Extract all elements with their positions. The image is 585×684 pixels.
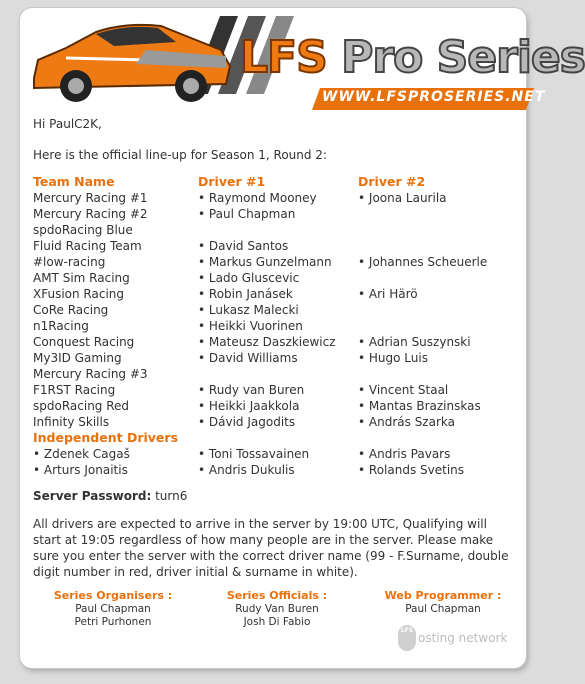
programmer-name: Paul Chapman — [405, 603, 481, 615]
independent-driver-name: • Toni Tossavainen — [198, 446, 309, 462]
organisers-block — [53, 589, 173, 629]
team-rows — [33, 190, 513, 430]
team-name: spdoRacing Blue — [33, 223, 133, 237]
programmer-title: Web Programmer : — [384, 589, 502, 602]
table-row — [33, 222, 513, 238]
team-name: Fluid Racing Team — [33, 239, 142, 253]
driver2-name: • Johannes Scheuerle — [358, 254, 487, 270]
server-password-value: turn6 — [155, 489, 188, 503]
independent-driver-name: • Zdenek Cagaš — [33, 446, 130, 462]
table-row — [33, 238, 513, 254]
independent-header-row — [33, 430, 513, 446]
independent-rows — [33, 446, 513, 478]
greeting: Hi PaulC2K, — [33, 117, 102, 131]
driver2-name: • Vincent Staal — [358, 382, 448, 398]
team-name: Conquest Racing — [33, 335, 135, 349]
team-name: Mercury Racing #2 — [33, 207, 148, 221]
logo-lfs-text: LFS — [240, 32, 327, 83]
team-name: XFusion Racing — [33, 287, 125, 301]
independent-driver-name: • Andris Dukulis — [198, 462, 295, 478]
team-name-header: Team Name — [33, 174, 115, 189]
team-name: F1RST Racing — [33, 383, 116, 397]
hosting-network-logo[interactable] — [398, 625, 507, 653]
team-name: My3ID Gaming — [33, 351, 122, 365]
driver2-name: • Adrian Suszynski — [358, 334, 471, 350]
driver2-name: • Ari Härö — [358, 286, 418, 302]
logo-pro-series-text: Pro Series — [341, 32, 585, 83]
table-row — [33, 254, 513, 270]
programmer-block — [383, 589, 503, 616]
table-row — [33, 382, 513, 398]
site-url[interactable]: WWW.LFSPROSERIES.NET — [322, 89, 546, 105]
table-row — [33, 318, 513, 334]
driver1-header: Driver #1 — [198, 174, 266, 189]
race-car-image — [26, 8, 236, 108]
driver1-name: • Paul Chapman — [198, 206, 295, 222]
driver1-name: • Rudy van Buren — [198, 382, 304, 398]
intro-text: Here is the official line-up for Season 1, Round 2: — [33, 148, 327, 162]
table-row — [33, 414, 513, 430]
table-row — [33, 398, 513, 414]
organiser-name: Paul Chapman — [75, 603, 151, 615]
driver1-name: • Lado Gluscevic — [198, 270, 299, 286]
organiser-name: Petri Purhonen — [74, 616, 152, 628]
team-name: n1Racing — [33, 319, 89, 333]
team-name: spdoRacing Red — [33, 399, 130, 413]
team-name: CoRe Racing — [33, 303, 109, 317]
table-row — [33, 334, 513, 350]
table-row — [33, 462, 513, 478]
team-name: AMT Sim Racing — [33, 271, 130, 285]
official-name: Rudy Van Buren — [235, 603, 319, 615]
driver1-name: • David Santos — [198, 238, 288, 254]
driver2-name: • András Szarka — [358, 414, 455, 430]
lineup-table — [33, 174, 513, 478]
independent-driver-name: • Andris Pavars — [358, 446, 450, 462]
table-row — [33, 190, 513, 206]
team-name: #low-racing — [33, 255, 106, 269]
hosting-badge-icon — [398, 625, 416, 651]
driver2-name: • Mantas Brazinskas — [358, 398, 481, 414]
server-password-label: Server Password: — [33, 489, 152, 503]
officials-block — [217, 589, 337, 629]
organisers-title: Series Organisers : — [53, 589, 173, 602]
independent-driver-name: • Arturs Jonaitis — [33, 462, 128, 478]
header-banner — [20, 8, 585, 113]
officials-title: Series Officials : — [226, 589, 328, 602]
driver2-header: Driver #2 — [358, 174, 426, 189]
email-body — [33, 116, 513, 628]
driver2-name: • Joona Laurila — [358, 190, 447, 206]
team-name: Mercury Racing #1 — [33, 191, 148, 205]
table-row — [33, 270, 513, 286]
driver1-name: • Robin Janásek — [198, 286, 293, 302]
team-name: Infinity Skills — [33, 415, 110, 429]
driver1-name: • Dávid Jagodits — [198, 414, 295, 430]
table-row — [33, 286, 513, 302]
table-row — [33, 366, 513, 382]
independent-drivers-header: Independent Drivers — [33, 430, 179, 445]
email-card — [20, 8, 585, 668]
driver1-name: • Heikki Jaakkola — [198, 398, 299, 414]
independent-driver-name: • Rolands Svetins — [358, 462, 464, 478]
server-password — [33, 488, 187, 504]
driver1-name: • Raymond Mooney — [198, 190, 317, 206]
lineup-header-row — [33, 174, 513, 190]
team-name: Mercury Racing #3 — [33, 367, 148, 381]
table-row — [33, 206, 513, 222]
arrival-notice: All drivers are expected to arrive in the server by 19:00 UTC, Qualifying will start at 19:05 regardless of how many people are in the server. Please make sure you enter the server with the correct driver name (99 - F.Surname, double digit number in red, driver initial & surname in white). — [33, 517, 509, 579]
table-row — [33, 446, 513, 462]
table-row — [33, 350, 513, 366]
driver2-name: • Hugo Luis — [358, 350, 428, 366]
table-row — [33, 302, 513, 318]
driver1-name: • David Williams — [198, 350, 298, 366]
driver1-name: • Lukasz Malecki — [198, 302, 299, 318]
driver1-name: • Markus Gunzelmann — [198, 254, 332, 270]
driver1-name: • Heikki Vuorinen — [198, 318, 303, 334]
driver1-name: • Mateusz Daszkiewicz — [198, 334, 336, 350]
hosting-text: osting network — [418, 631, 508, 645]
lfs-pro-series-logo — [240, 32, 585, 83]
hosting-badge-text: LFS — [400, 627, 414, 634]
official-name: Josh Di Fabio — [243, 616, 311, 628]
